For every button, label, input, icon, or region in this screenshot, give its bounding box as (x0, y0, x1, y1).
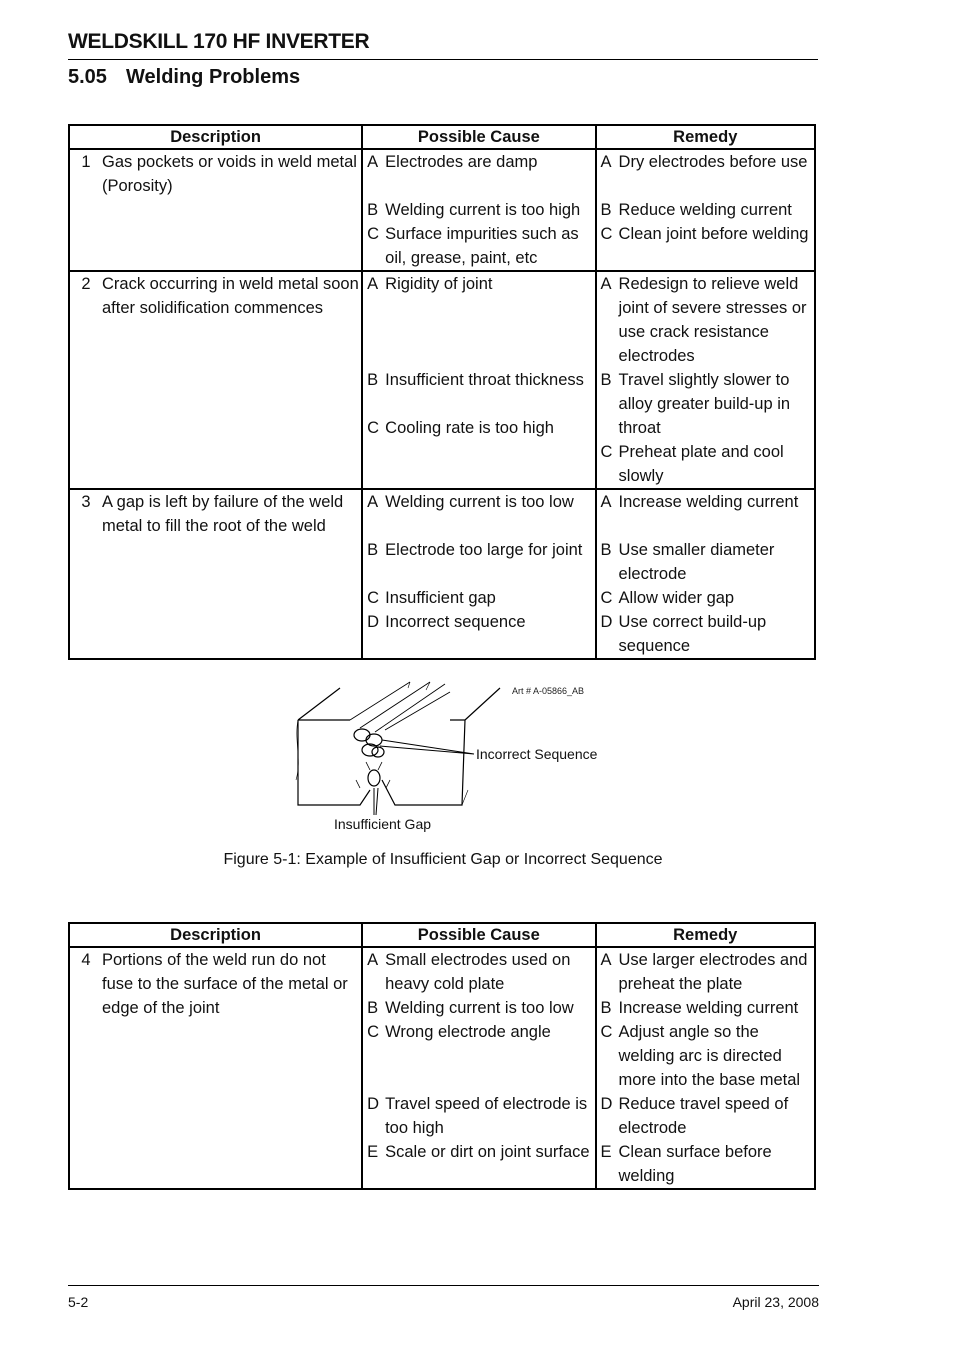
item-line: Increase welding current (618, 999, 799, 1017)
spacer (363, 174, 594, 198)
item-line: use crack resistance (618, 323, 769, 341)
item-text (619, 368, 814, 440)
table-row (69, 947, 815, 1189)
item-text (385, 198, 594, 222)
item-text (619, 272, 814, 368)
item-letter: C (367, 419, 380, 437)
item-line: Electrode too large for joint (385, 541, 583, 559)
remedy-item (597, 1020, 815, 1092)
cause-cell (362, 489, 595, 659)
spacer (597, 514, 814, 538)
cause-item (363, 368, 594, 392)
item-letter: C (600, 443, 613, 461)
cause-item (363, 1020, 594, 1044)
item-letter: B (367, 999, 379, 1017)
title-divider (68, 59, 818, 60)
item-line: Incorrect sequence (385, 613, 526, 631)
item-letter: A (367, 951, 379, 969)
item-letter: E (600, 1143, 612, 1161)
item-line: welding arc is directed (618, 1047, 782, 1065)
problem-text (102, 272, 361, 320)
remedy-cell (596, 947, 816, 1189)
item-line: Clean joint before welding (618, 225, 809, 243)
item-text (385, 368, 594, 392)
item-text (385, 610, 594, 634)
item-text (385, 996, 594, 1020)
item-line: electrodes (618, 347, 695, 365)
item-letter: A (367, 153, 379, 171)
item-line: throat (618, 419, 661, 437)
item-letter: B (367, 201, 379, 219)
item-line: Allow wider gap (618, 589, 735, 607)
document-title: WELDSKILL 170 HF INVERTER (68, 30, 370, 53)
item-letter: B (367, 371, 379, 389)
figure-caption: Figure 5-1: Example of Insufficient Gap or Incorrect Sequence (223, 851, 663, 868)
description-line: fuse to the surface of the metal or (102, 975, 348, 993)
item-line: Use correct build-up (618, 613, 767, 631)
problem-text (102, 948, 361, 1020)
item-line: Surface impurities such as (385, 225, 579, 243)
description-line: edge of the joint (102, 999, 220, 1017)
item-letter: A (367, 275, 379, 293)
cause-item (363, 150, 594, 174)
remedy-cell (596, 489, 815, 659)
item-text (385, 1140, 594, 1164)
item-letter: A (600, 493, 612, 511)
item-text (619, 996, 815, 1020)
header-possible-cause: Possible Cause (362, 923, 595, 947)
item-line: Travel slightly slower to (618, 371, 790, 389)
cause-item (363, 490, 594, 514)
item-line: preheat the plate (618, 975, 743, 993)
remedy-item (597, 610, 814, 658)
cause-item (363, 1092, 594, 1140)
item-line: Clean surface before (618, 1143, 772, 1161)
item-line: Small electrodes used on (385, 951, 571, 969)
item-text (619, 490, 814, 514)
spacer (363, 1068, 594, 1092)
item-letter: C (367, 1023, 380, 1041)
art-number: Art # A-05866_AB (512, 686, 585, 696)
cause-item (363, 198, 594, 222)
description-line: Portions of the weld run do not (102, 951, 326, 969)
remedy-item (597, 222, 814, 246)
spacer (363, 320, 594, 344)
item-letter: B (600, 541, 612, 559)
item-text (385, 1092, 594, 1140)
item-letter: E (367, 1143, 379, 1161)
spacer (363, 392, 594, 416)
remedy-item (597, 538, 814, 586)
item-letter: D (600, 1095, 613, 1113)
item-text (385, 272, 594, 296)
item-line: Use larger electrodes and (618, 951, 808, 969)
item-line: Reduce travel speed of (618, 1095, 789, 1113)
item-line: Use smaller diameter (618, 541, 775, 559)
item-text (619, 1020, 815, 1092)
item-line: Preheat plate and cool (618, 443, 784, 461)
item-line: Electrodes are damp (385, 153, 538, 171)
remedy-item (597, 1140, 815, 1188)
item-text (619, 610, 814, 658)
problem-description (70, 150, 361, 198)
item-text (385, 222, 594, 270)
problem-number: 1 (81, 153, 91, 171)
spacer (363, 344, 594, 368)
cause-item (363, 586, 594, 610)
item-letter: B (367, 541, 379, 559)
spacer (363, 1044, 594, 1068)
remedy-item (597, 272, 814, 368)
spacer (363, 562, 594, 586)
item-text (385, 948, 594, 996)
item-letter: A (600, 951, 612, 969)
item-line: too high (385, 1119, 444, 1137)
remedy-item (597, 586, 814, 610)
page-number: 5-2 (68, 1294, 89, 1310)
item-line: electrode (618, 1119, 687, 1137)
item-letter: C (367, 589, 380, 607)
page-date: April 23, 2008 (732, 1294, 819, 1310)
item-line: heavy cold plate (385, 975, 505, 993)
cause-cell (362, 947, 595, 1189)
header-remedy: Remedy (596, 125, 815, 149)
cause-item (363, 272, 594, 296)
footer-divider (68, 1285, 819, 1286)
item-line: Wrong electrode angle (385, 1023, 551, 1041)
table-row (69, 489, 815, 659)
item-line: slowly (618, 467, 664, 485)
problem-number: 3 (81, 493, 91, 511)
description-cell (69, 149, 362, 271)
item-text (385, 538, 594, 562)
item-text (385, 490, 594, 514)
description-line: metal to fill the root of the weld (102, 517, 326, 535)
cause-item (363, 222, 594, 270)
item-line: sequence (618, 637, 691, 655)
item-line: electrode (618, 565, 687, 583)
section-number: 5.05 (68, 66, 107, 88)
problem-text (102, 150, 361, 198)
item-text (619, 538, 814, 586)
header-remedy: Remedy (596, 923, 816, 947)
item-letter: C (600, 225, 613, 243)
item-letter: A (600, 153, 612, 171)
item-text (385, 1020, 594, 1044)
description-line: A gap is left by failure of the weld (102, 493, 344, 511)
item-letter: C (600, 1023, 613, 1041)
item-line: Increase welding current (618, 493, 799, 511)
header-possible-cause: Possible Cause (362, 125, 595, 149)
item-text (619, 1092, 815, 1140)
section-title: Welding Problems (126, 66, 301, 88)
item-line: Scale or dirt on joint surface (385, 1143, 590, 1161)
spacer (597, 174, 814, 198)
remedy-item (597, 948, 815, 996)
problem-description (70, 490, 361, 538)
item-line: Travel speed of electrode is (385, 1095, 588, 1113)
cause-item (363, 610, 594, 634)
item-line: Welding current is too high (385, 201, 581, 219)
label-incorrect-sequence: Incorrect Sequence (476, 746, 598, 762)
remedy-item (597, 198, 814, 222)
item-letter: C (367, 225, 380, 243)
item-text (619, 198, 814, 222)
item-text (619, 586, 814, 610)
cause-cell (362, 149, 595, 271)
description-cell (69, 947, 362, 1189)
remedy-item (597, 440, 814, 488)
welding-problems-table-2 (68, 922, 816, 1190)
remedy-cell (596, 149, 815, 271)
item-text (619, 222, 814, 246)
cause-cell (362, 271, 595, 489)
item-letter: B (600, 999, 612, 1017)
item-line: Rigidity of joint (385, 275, 493, 293)
header-description: Description (69, 923, 362, 947)
remedy-item (597, 996, 815, 1020)
problem-number: 2 (81, 275, 91, 293)
description-line: after solidification commences (102, 299, 324, 317)
item-letter: A (367, 493, 379, 511)
item-text (619, 440, 814, 488)
item-line: Dry electrodes before use (618, 153, 808, 171)
item-line: Insufficient throat thickness (385, 371, 584, 389)
item-text (619, 948, 815, 996)
remedy-item (597, 368, 814, 440)
remedy-item (597, 150, 814, 174)
item-letter: D (367, 1095, 380, 1113)
remedy-item (597, 1092, 815, 1140)
description-line: (Porosity) (102, 177, 173, 195)
table-row (69, 271, 815, 489)
item-line: Welding current is too low (385, 493, 574, 511)
cause-item (363, 1140, 594, 1164)
item-letter: D (367, 613, 380, 631)
item-letter: C (600, 589, 613, 607)
problem-text (102, 490, 361, 538)
item-line: alloy greater build-up in (618, 395, 791, 413)
item-line: welding (618, 1167, 675, 1185)
item-letter: A (600, 275, 612, 293)
remedy-cell (596, 271, 815, 489)
description-line: Gas pockets or voids in weld metal (102, 153, 357, 171)
item-line: joint of severe stresses or (618, 299, 807, 317)
table-row (69, 149, 815, 271)
item-line: Welding current is too low (385, 999, 574, 1017)
item-letter: D (600, 613, 613, 631)
item-text (619, 1140, 815, 1188)
problem-description (70, 272, 361, 320)
cause-item (363, 538, 594, 562)
item-letter: B (600, 201, 612, 219)
item-text (385, 586, 594, 610)
header-description: Description (69, 125, 362, 149)
item-line: Insufficient gap (385, 589, 496, 607)
item-line: Adjust angle so the (618, 1023, 759, 1041)
cause-item (363, 416, 594, 440)
item-line: Redesign to relieve weld (618, 275, 799, 293)
remedy-item (597, 490, 814, 514)
section-heading (68, 66, 300, 89)
item-line: Reduce welding current (618, 201, 792, 219)
cause-item (363, 948, 594, 996)
spacer (363, 514, 594, 538)
description-cell (69, 271, 362, 489)
item-text (385, 416, 594, 440)
welding-problems-table-1 (68, 124, 816, 660)
spacer (363, 296, 594, 320)
item-text (385, 150, 594, 174)
item-line: Cooling rate is too high (385, 419, 554, 437)
label-insufficient-gap: Insufficient Gap (334, 816, 432, 832)
description-line: Crack occurring in weld metal soon (102, 275, 359, 293)
item-text (619, 150, 814, 174)
description-cell (69, 489, 362, 659)
item-line: more into the base metal (618, 1071, 801, 1089)
problem-description (70, 948, 361, 1020)
item-letter: B (600, 371, 612, 389)
cause-item (363, 996, 594, 1020)
item-line: oil, grease, paint, etc (385, 249, 538, 267)
problem-number: 4 (81, 951, 91, 969)
